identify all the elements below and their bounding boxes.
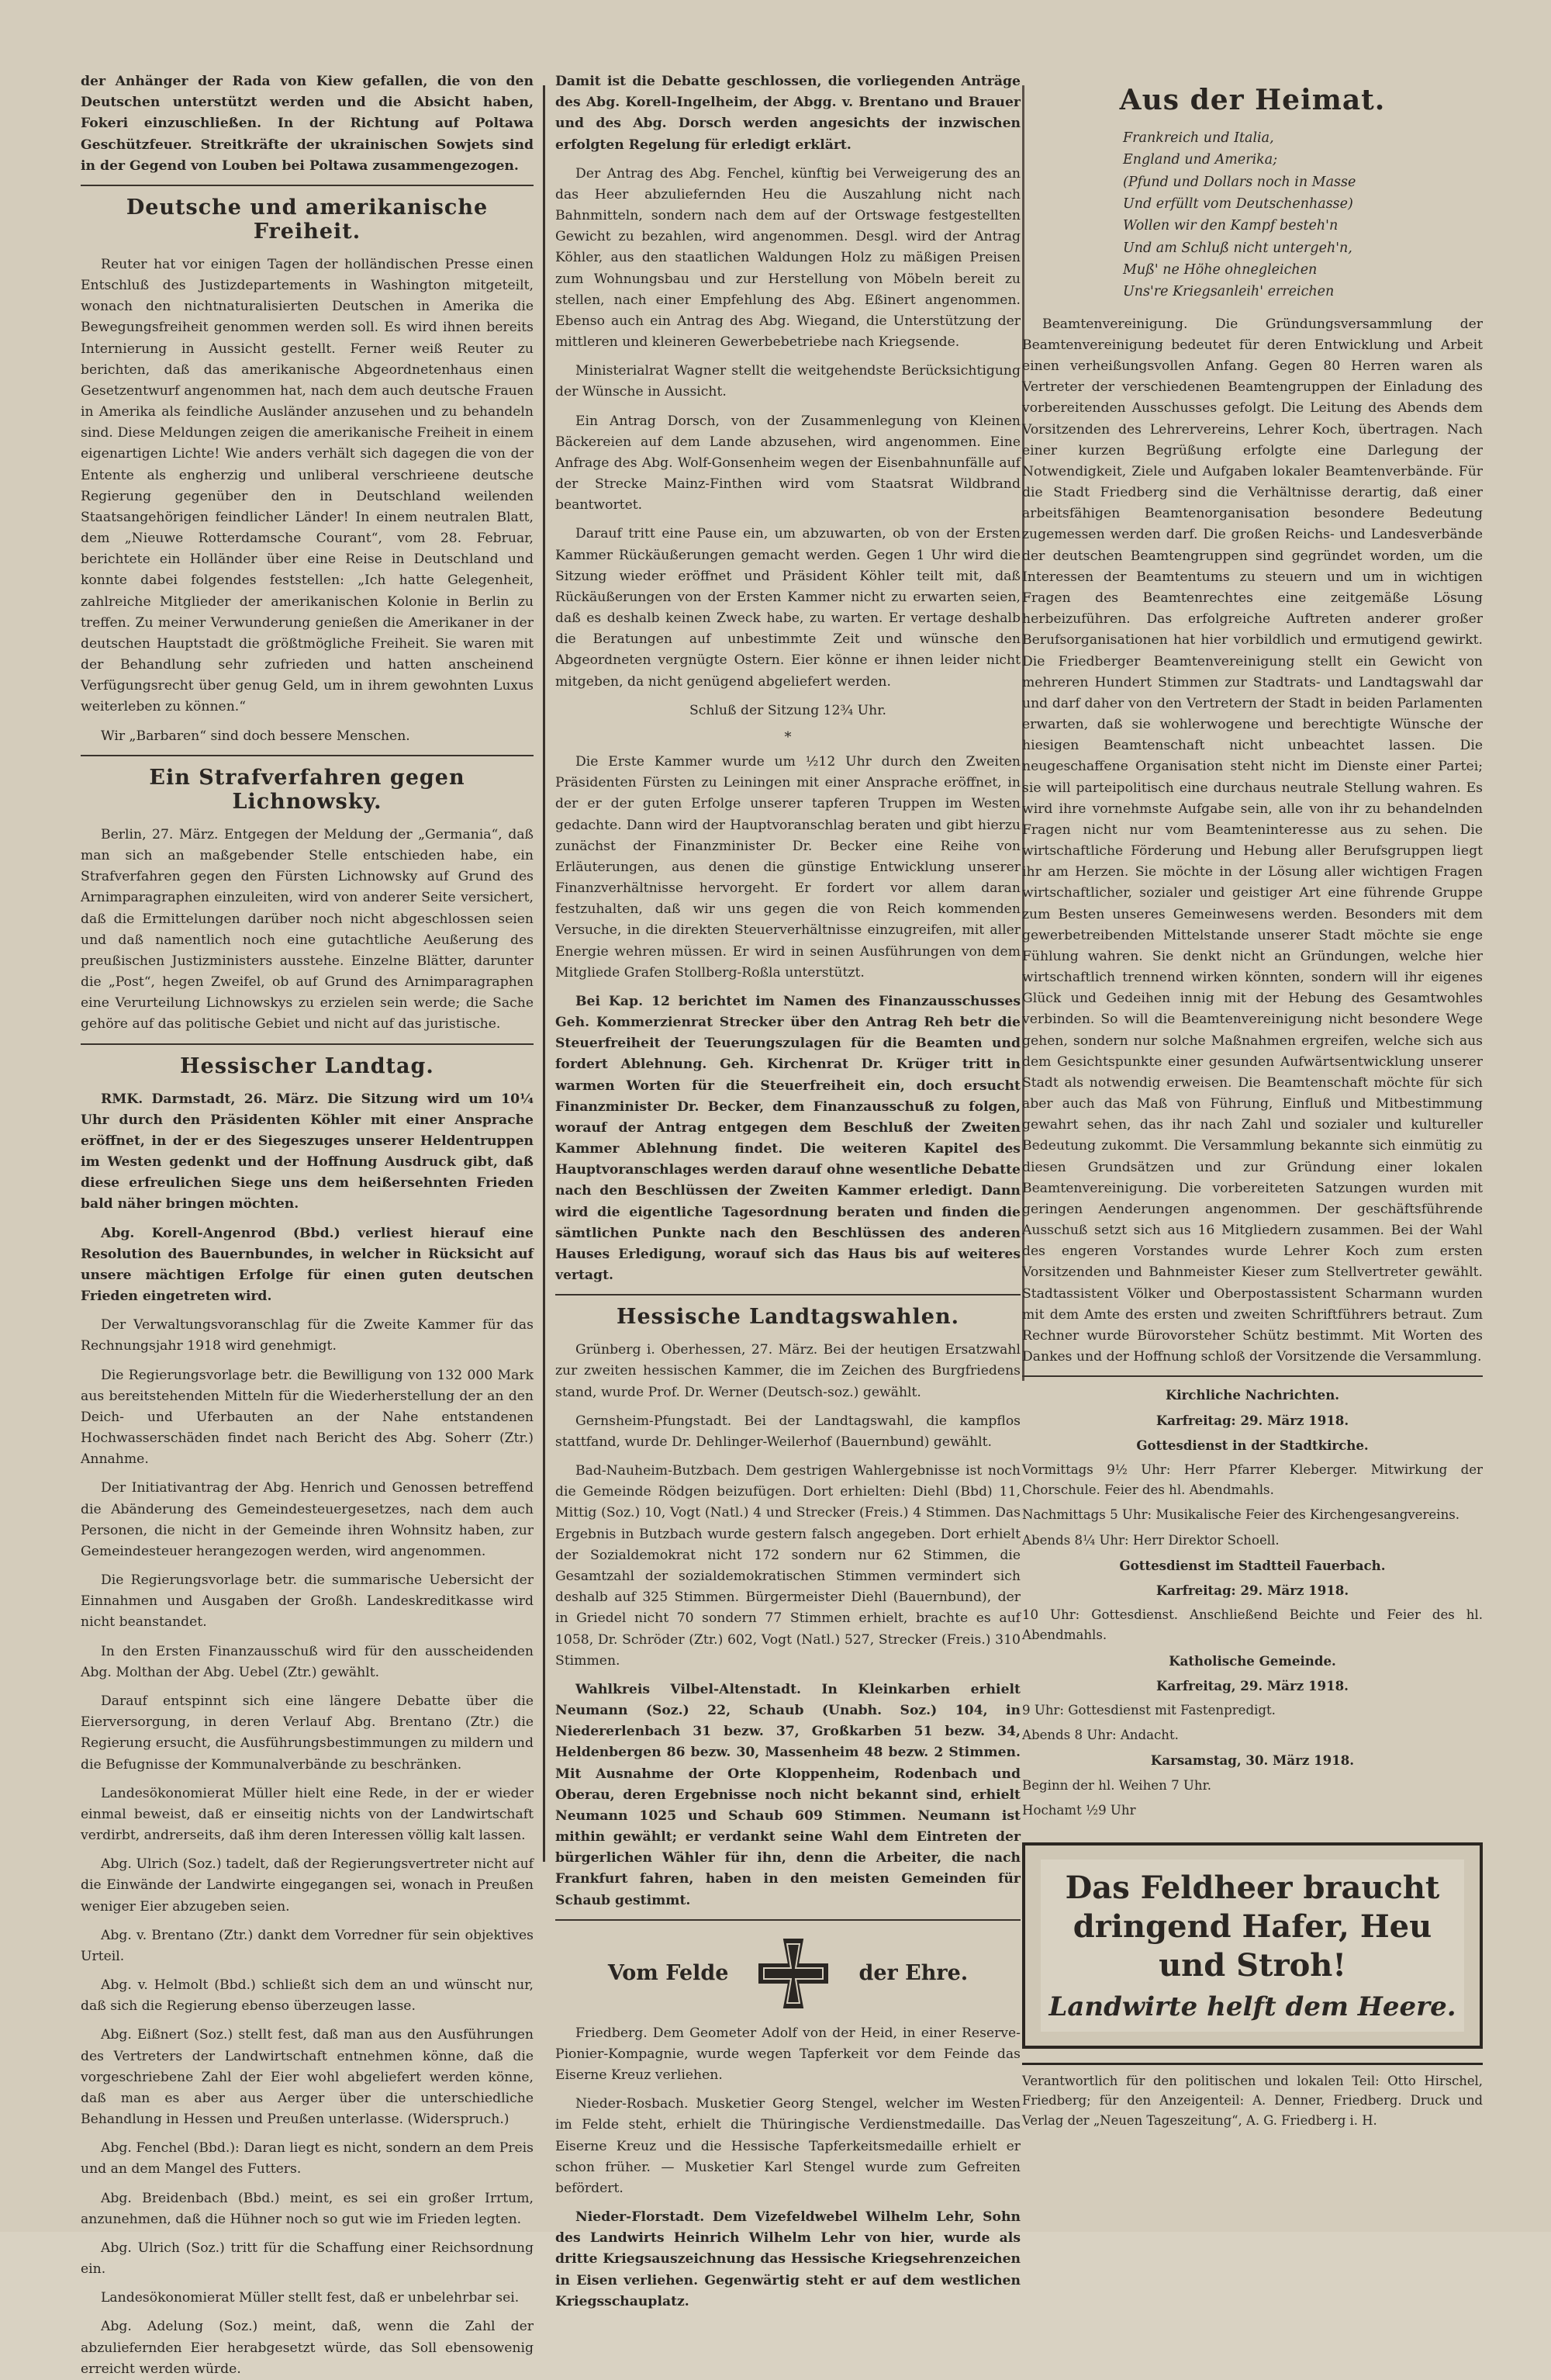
advertisement-box [1022,1842,1483,2049]
paragraph: Nieder-Rosbach. Musketier Georg Stengel, welcher im Westen im Felde steht, erhielt die Thüringische Verdienstmedaille. Das Eiserne Kreuz und die Hessische Tapferkeitsmedaille erhielt er schon früher. — Musketier Karl Stengel wurde zum Gefreiten befördert. [555,2096,1021,2196]
paragraph: Wahlkreis Vilbel-Altenstadt. In Kleinkarben erhielt Neumann (Soz.) 22, Schaub (Unabh. Soz.) 104, in Niedererlenbach 31 bezw. 37, Großkarben 51 bezw. 34, Heldenbergen 86 bezw. 30, Massenheim 48 bezw. 2 Stimmen. Mit Ausnahme der Orte Kloppenheim, Rodenbach und Oberau, deren Ergebnisse noch nicht bekannt sind, erhielt Neumann 1025 und Schaub 609 Stimmen. Neumann ist mithin gewählt; er verdankt seine Wahl dem Eintreten der bürgerlichen Wähler für ihn, denn die Arbeiter, die nach Frankfurt fahren, haben in den meisten Gemeinden für Schaub gestimmt. [555,1681,1021,1908]
paragraph: Bei Kap. 12 berichtet im Namen des Finanzausschusses Geh. Kommerzienrat Strecker über den Antrag Reh betr die Steuerfreiheit der Teuerungszulagen für die Beamten und fordert Ablehnung. Geh. Kirchenrat Dr. Krüger tritt in warmen Worten für die Steuerfreiheit ein, doch ersucht Finanzminister Dr. Becker, dem Finanzausschuß zu folgen, worauf der Antrag entgegen dem Beschluß der Zweiten Kammer Ablehnung findet. Die weiteren Kapitel des Hauptvoranschlages werden darauf ohne wesentliche Debatte nach den Beschlüssen der Zweiten Kammer erledigt. Dann wird die eigentliche Tagesordnung beraten und finden die sämtlichen Punkte nach den Beschlüssen des anderen Hauses Erledigung, worauf sich das Haus bis auf weiteres vertagt. [555,993,1021,1284]
paragraph: Landesökonomierat Müller stellt fest, daß er unbelehrbar sei. [101,2290,520,2306]
vom-felde-header [555,1935,1021,2012]
church-line: 9 Uhr: Gottesdienst mit Fastenpredigt. [1022,1702,1276,1718]
poem-line: England und Amerika; [1123,152,1278,168]
paragraph: Abg. Adelung (Soz.) meint, daß, wenn die Zahl der abzuliefernden Eier herabgesetzt würde, das Soll ebensowenig erreicht werden würde. [81,2319,534,2377]
church-news [1022,1385,1483,1821]
church-line: Gottesdienst in der Stadtkirche. [1136,1437,1369,1453]
paragraph: Darauf tritt eine Pause ein, um abzuwarten, ob von der Ersten Kammer Rückäußerungen gemacht werden. Gegen 1 Uhr wird die Sitzung wieder eröffnet und Präsident Köhler teilt mit, daß Rückäußerungen von der Ersten Kammer nicht zu erwarten seien, daß es deshalb keinen Zweck habe, zu warten. Er vertage deshalb die Beratungen auf unbestimmte Zeit und wünsche den Abgeordneten vergnügte Ostern. Eier könne er ihnen leider nicht mitgeben, da nicht genügend abgeliefert werden. [555,526,1021,690]
paragraph: Der Initiativantrag der Abg. Henrich und Genossen betreffend die Abänderung des Gemeindesteuergesetzes, nach dem auch Personen, die nicht in der Gemeinde ihren Wohnsitz haben, zur Gemeindesteuer herangezogen werden, wird angenommen. [81,1480,534,1559]
poem-line: Uns're Kriegsanleih' erreichen [1123,284,1335,300]
poem-line: (Pfund und Dollars noch in Masse [1123,174,1356,190]
headline-landtagswahlen: Hessische Landtagswahlen. [616,1305,960,1330]
article-continuation: der Anhänger der Rada von Kiew gefallen, die von den Deutschen unterstützt werden und die Absicht haben, Fokeri einzuschließen. In der Richtung auf Poltawa Geschützfeuer. Streitkräfte der ukrainischen Sowjets sind in der Gegend von Louben bei Poltawa zusammengezogen. [81,74,534,174]
church-line: Vormittags 9½ Uhr: Herr Pfarrer Kleberger. Mitwirkung der Chorschule. Feier des hl. Abendmahls. [1022,1462,1483,1498]
church-line: Hochamt ½9 Uhr [1022,1802,1136,1818]
divider [555,1294,1021,1296]
paragraph: Berlin, 27. März. Entgegen der Meldung der „Germania“, daß man sich an maßgebender Stelle entschieden habe, ein Strafverfahren gegen den Fürsten Lichnowsky auf Grund des Arnimparagraphen einzuleiten, wird von anderer Seite versichert, daß die Ermittelungen darüber noch nicht abgeschlossen seien und daß namentlich noch eine gutachtliche Aeußerung des preußischen Justizministers ausstehe. Einzelne Blätter, darunter die „Post“, hegen Zweifel, ob auf Grund des Arnimparagraphen eine Verurteilung Lichnowskys zu erzielen sein werde; die Sache gehöre auf das politische Gebiet und nicht auf das juristische. [81,826,534,1033]
column-1 [81,71,534,2377]
church-line: Abends 8¼ Uhr: Herr Direktor Schoell. [1022,1532,1280,1548]
divider [81,755,534,756]
paragraph: Grünberg i. Oberhessen, 27. März. Bei der heutigen Ersatzwahl zur zweiten hessischen Kammer, die im Zeichen des Burgfriedens stand, wurde Prof. Dr. Werner (Deutsch-soz.) gewählt. [555,1342,1021,1400]
paragraph: Abg. Korell-Angenrod (Bbd.) verliest hierauf eine Resolution des Bauernbundes, in welcher in Rücksicht auf unsere mächtigen Erfolge für einen guten deutschen Frieden eingetreten wird. [81,1225,534,1305]
church-line: Gottesdienst im Stadtteil Fauerbach. [1119,1557,1386,1573]
church-line: Abends 8 Uhr: Andacht. [1022,1728,1179,1743]
paragraph: Reuter hat vor einigen Tagen der holländischen Presse einen Entschluß des Justizdepartements in Washington mitgeteilt, wonach den nichtnaturalisierten Deutschen in Amerika die Bewegungsfreiheit genommen werden soll. Es wird ihnen bereits Internierung in Aussicht gestellt. Ferner weiß Reuter zu berichten, daß das amerikanische Abgeordnetenhaus einen Gesetzentwurf angenommen hat, nach dem auch deutsche Frauen in Amerika als feindliche Ausländer anzusehen und zu behandeln sind. Diese Meldungen zeigen die amerikanische Freiheit in einem eigenartigen Lichte! Wie anders verhält sich dagegen die von der Entente als engherzig und unliberal verschrieene deutsche Regierung gegenüber den in Deutschland weilenden Staatsangehörigen feindlicher Länder! In einem neutralen Blatt, dem „Nieuwe Rotterdamsche Courant“, vom 28. Februar, berichtete ein Holländer über eine Reise in Deutschland und konnte dabei folgendes feststellen: „Ich hatte Gelegenheit, zahlreiche Mitglieder der amerikanischen Kolonie in Berlin zu treffen. Zu meiner Verwunderung genießen die Amerikaner in der deutschen Hauptstadt die größtmögliche Freiheit. Sie waren mit der Behandlung sehr zufrieden und hatten anscheinend Verfügungsrecht über genug Geld, um in ihrem gewohnten Luxus weiterleben zu können.“ [81,256,534,715]
paragraph: Abg. Ulrich (Soz.) tadelt, daß der Regierungsvertreter nicht auf die Einwände der Landwirte eingegangen sei, wonach in Preußen weniger Eier abzugeben seien. [81,1856,534,1915]
imprint: Verantwortlich für den politischen und lokalen Teil: Otto Hirschel, Friedberg; für den Anzeigenteil: A. Denner, Friedberg. Druck und Verlag der „Neuen Tageszeitung“, A. G. Friedberg i. H. [1022,2063,1483,2130]
church-line: Karfreitag: 29. März 1918. [1155,1412,1349,1428]
divider [81,185,534,186]
poem [1123,127,1483,303]
paragraph: Ein Antrag Dorsch, von der Zusammenlegung von Kleinen Bäckereien auf dem Lande abzusehen, wird angenommen. Eine Anfrage des Abg. Wolf-Gonsenheim wegen der Eisenbahnunfälle auf der Strecke Mainz-Finthen wird vom Staatsrat Wildbrand beantwortet. [555,413,1021,514]
headline-vom-felde: Vom Felde [607,1961,729,1986]
paragraph: Der Antrag des Abg. Fenchel, künftig bei Verweigerung des an das Heer abzuliefernden Heu die Auszahlung nicht nach Bahnmitteln, sondern nach dem auf der Ortswage festgestellten Gewicht zu bezahlen, wird angenommen. Desgl. wird der Antrag Köhler, aus den staatlichen Waldungen Holz zu mäßigen Preisen zum Wohnungsbau und zur Herstellung von Möbeln bereit zu stellen, nach einer Empfehlung des Abg. Eßinert angenommen. Ebenso auch ein Antrag des Abg. Wiegand, die Unterstützung der mittleren und kleineren Gewerbebetriebe nach Kriegsende. [555,165,1021,351]
poem-line: Muß' ne Höhe ohnegleichen [1123,262,1318,278]
paragraph: Landesökonomierat Müller hielt eine Rede, in der er wieder einmal beweist, daß er einseitig nichts von der Landwirtschaft verdirbt, andrerseits, daß ihm deren Interessen völlig kalt lassen. [81,1785,534,1844]
paragraph: In den Ersten Finanzausschuß wird für den ausscheidenden Abg. Molthan der Abg. Uebel (Ztr.) gewählt. [81,1643,534,1680]
headline-heimat: Aus der Heimat. [1119,84,1386,116]
church-line: Karfreitag, 29. März 1918. [1156,1677,1349,1693]
headline-lichnowsky: Ein Strafverfahren gegen Lichnowsky. [149,765,465,814]
paragraph: Gernsheim-Pfungstadt. Bei der Landtagswahl, die kampflos stattfand, wurde Dr. Dehlinger-Weilerhof (Bauernbund) gewählt. [555,1413,1021,1450]
paragraph: Abg. Breidenbach (Bbd.) meint, es sei ein großer Irrtum, anzunehmen, daß die Hühner noch so gut wie im Frieden legten. [81,2190,534,2227]
church-line: 10 Uhr: Gottesdienst. Anschließend Beichte und Feier des hl. Abendmahls. [1022,1607,1483,1643]
poem-line: Und erfüllt vom Deutschenhasse) [1123,196,1353,213]
ad-subline: Landwirte helft dem Heere. [1048,1991,1456,2022]
divider [1022,1375,1483,1377]
poem-line: Frankreich und Italia, [1123,130,1274,146]
paragraph: Damit ist die Debatte geschlossen, die vorliegenden Anträge des Abg. Korell-Ingelheim, der Abgg. v. Brentano und Brauer und des Abg. Dorsch werden angesichts der inzwischen erfolgten Regelung für erledigt erklärt. [555,74,1021,153]
landtag-article [81,1089,534,2380]
church-line: Katholische Gemeinde. [1169,1652,1336,1669]
paragraph: Friedberg. Dem Geometer Adolf von der Heid, in einer Reserve-Pionier-Kompagnie, wurde wegen Tapferkeit vor dem Feinde das Eiserne Kreuz verliehen. [555,2025,1021,2084]
paragraph: Nieder-Florstadt. Dem Vizefeldwebel Wilhelm Lehr, Sohn des Landwirts Heinrich Wilhelm Lehr von hier, wurde als dritte Kriegsauszeichnung das Hessische Kriegsehrenzeichen in Eisen verliehen. Gegenwärtig steht er auf dem westlichen Kriegsschauplatz. [555,2209,1021,2309]
paragraph: Ministerialrat Wagner stellt die weitgehendste Berücksichtigung der Wünsche in Aussicht. [555,363,1021,400]
headline-der-ehre: der Ehre. [858,1961,969,1986]
paragraph: Beamtenvereinigung. Die Gründungsversammlung der Beamtenvereinigung bedeutet für deren Entwicklung und Arbeit einen verheißungsvollen Anfang. Gegen 80 Herren waren als Vertreter der verschiedenen Beamtengruppen der Einladung des vorbereitenden Ausschusses gefolgt. Die Leitung des Abends dem Vorsitzenden des Lehrervereins, Lehrer Koch, übertragen. Nach einer kurzen Begrüßung erfolgte eine Darlegung der Notwendigkeit, Ziele und Aufgaben lokaler Beamtenverbände. Für die Stadt Friedberg sind die Verhältnisse derartig, daß einer arbeitsfähigen Beamtenorganisation besondere Bedeutung zugemessen werden darf. Die großen Reichs- und Landesverbände der deutschen Beamtengruppen sind gegründet worden, um die Interessen der Beamtentums zu steuern und um in wichtigen Fragen des Beamtenrechtes eine zeitgemäße Lösung herbeizuführen. Das erfolgreiche Auftreten anderer großer Berufsorganisationen hat hier vorbildlich und ermutigend gewirkt. Die Friedberger Beamtenvereinigung stellt ein Gewicht von mehreren Hundert Stimmen zur Stadtrats- und Landtagswahl dar und darf daher von den Vertretern der Stadt in beiden Parlamenten erwarten, daß sie wohlerwogene und berechtigte Wünsche der hiesigen Beamtenschaft nicht unbeachtet lassen. Die neugeschaffene Organisation steht nicht im Dienste einer Partei; sie will parteipolitisch eine durchaus neutrale Stellung wahren. Es wird ihre vornehmste Aufgabe sein, alle von ihr zu behandelnden Fragen nicht nur vom Beamteninteresse aus zu sehen. Die wirtschaftliche Förderung und Hebung aller Berufsgruppen liegt ihr am Herzen. Sie möchte in der Lösung aller wichtigen Fragen wirtschaftlicher, sozialer und geistiger Art eine führende Gruppe zum Besten unseres Gemeinwesens werden. Besonders mit dem gewerbetreibenden Mittelstande unserer Stadt möchte sie enge Fühlung wahren. Sie denkt nicht an Gründungen, welche hier wirtschaftlich trennend wirken könnten, sondern will ihr eigenes Glück und Gedeihen innig mit der Hebung des Gesamtwohles verbinden. So will die Beamtenvereinigung nicht besondere Wege gehen, sondern nur solche Maßnahmen ergreifen, welche sich aus dem Gesichtspunkte einer gesunden Aufwärtsentwicklung unserer Stadt als notwendig erweisen. Die Beamtenschaft möchte für sich aber auch das Maß von Führung, Einfluß und Mitbestimmung gewahrt sehen, das ihr nach Zahl und sozialer und kultureller Bedeutung zukommt. Die Versammlung bekannte sich einmütig zu diesen Grundsätzen und zur Gründung einer lokalen Beamtenvereinigung. Die vorbereiteten Satzungen wurden mit geringen Aenderungen angenommen. Der geschäftsführende Ausschuß setzt sich aus 16 Mitgliedern zusammen. Bei der Wahl des engeren Vorstandes wurde Lehrer Koch zum ersten Vorsitzenden und Bahnmeister Kieser zum Stellvertreter gewählt. Stadtassistent Völker und Oberpostassistent Scharmann wurden mit dem Amte des ersten und zweiten Schriftführers betraut. Zum Rechner wurde Bürovorsteher Schütz bestimmt. Mit Worten des Dankes und der Hoffnung schloß der Vorsitzende die Versammlung. [1022,316,1483,1365]
church-line: Karfreitag: 29. März 1918. [1155,1582,1349,1598]
ad-line: und Stroh! [1159,1947,1346,1984]
poem-line: Und am Schluß nicht untergeh'n, [1123,240,1352,256]
paragraph: Schluß der Sitzung 12¾ Uhr. [689,702,886,718]
paragraph: Bad-Nauheim-Butzbach. Dem gestrigen Wahlergebnisse ist noch die Gemeinde Rödgen beizufügen. Dort erhielten: Diehl (Bbd) 11, Mittig (Soz.) 10, Vogt (Natl.) 4 und Strecker (Freis.) 4 Stimmen. Das Ergebnis in Butzbach wurde gestern falsch angegeben. Dort erhielt der Sozialdemokrat nicht 172 sondern nur 62 Stimmen, die Gesamtzahl der sozialdemokratischen Stimmen vermindert sich deshalb auf 325 Stimmen. Bürgermeister Diehl (Bauernbund), der in Griedel nicht 70 sondern 77 Stimmen erhielt, brachte es auf 1058, Dr. Schröder (Ztr.) 602, Vogt (Natl.) 527, Strecker (Freis.) 310 Stimmen. [555,1463,1021,1669]
advertisement-inner [1041,1859,1464,2032]
headline-freiheit: Deutsche und amerikanische Freiheit. [126,195,489,244]
paragraph: Die Regierungsvorlage betr. die Bewilligung von 132 000 Mark aus bereitstehenden Mitteln für die Wiederherstellung der an den Deich- und Uferbauten an der Nahe entstandenen Hochwasserschäden findet nach Bericht des Abg. Soherr (Ztr.) Annahme. [81,1367,534,1468]
paragraph: Darauf entspinnt sich eine längere Debatte über die Eierversorgung, in deren Verlauf Abg. Brentano (Ztr.) die Regierung ersucht, die Ausführungsbestimmungen zu mildern und die Befugnisse der Kommunalverbände zu beschränken. [81,1693,534,1773]
paragraph: Der Verwaltungsvoranschlag für die Zweite Kammer für das Rechnungsjahr 1918 wird genehmigt. [81,1317,534,1354]
church-line: Nachmittags 5 Uhr: Musikalische Feier des Kirchengesangvereins. [1022,1507,1460,1523]
column-rule-1 [543,85,545,1862]
paragraph: Die Regierungsvorlage betr. die summarische Uebersicht der Einnahmen und Ausgaben der Großh. Landeskreditkasse wird nicht beanstandet. [81,1572,534,1631]
ad-line: dringend Hafer, Heu [1073,1908,1432,1945]
headline-landtag: Hessischer Landtag. [180,1053,434,1078]
column-2 [555,71,1021,2309]
ad-line: Das Feldheer braucht [1065,1870,1440,1906]
church-line: Beginn der hl. Weihen 7 Uhr. [1022,1777,1211,1793]
paragraph: Abg. Eißnert (Soz.) stellt fest, daß man aus den Ausführungen des Vertreters der Landwirtschaft entnehmen könne, daß die vorgeschriebene Zahl der Eier wohl abgeliefert werden könne, daß man es aber aus Aerger über die unterschiedliche Behandlung in Hessen und Preußen unterlasse. (Widerspruch.) [81,2027,534,2128]
section-star: * [784,728,792,745]
divider [555,1919,1021,1921]
paragraph: Abg. Ulrich (Soz.) tritt für die Schaffung einer Reichsordnung ein. [81,2240,534,2278]
paragraph: Abg. v. Helmolt (Bbd.) schließt sich dem an und wünscht nur, daß sich die Regierung ebenso überzeugen lasse. [81,1977,534,2015]
paragraph: RMK. Darmstadt, 26. März. Die Sitzung wird um 10¼ Uhr durch den Präsidenten Köhler mit einer Ansprache eröffnet, in der er des Siegeszuges unserer Heldentruppen im Westen gedenkt und der Hoffnung Ausdruck gibt, daß diese erfreulichen Siege uns dem heißersehnten Frieden bald näher bringen möchten. [81,1091,534,1212]
column-3 [1022,71,1483,2178]
church-title: Kirchliche Nachrichten. [1165,1387,1340,1403]
paragraph: Wir „Barbaren“ sind doch bessere Menschen. [101,728,410,744]
divider [81,1043,534,1045]
iron-cross-icon [755,1935,832,2012]
church-line: Karsamstag, 30. März 1918. [1150,1752,1355,1769]
poem-line: Wollen wir den Kampf besteh'n [1123,218,1339,234]
paragraph: Die Erste Kammer wurde um ½12 Uhr durch den Zweiten Präsidenten Fürsten zu Leiningen mit einer Ansprache eröffnet, in der er der guten Erfolge unserer tapferen Truppen im Westen gedachte. Dann wird der Hauptvoranschlag beraten und gibt hierzu zunächst der Finanzminister Dr. Becker eine Reihe von Erläuterungen, aus denen die günstige Entwicklung unserer Finanzverhältnisse hervorgeht. Er fordert vor allem daran festzuhalten, daß wir uns gegen die von Reich kommenden Versuche, in die direkten Steuerverhältnisse einzugreifen, mit aller Energie wehren müssen. Er wird in seinen Ausführungen von dem Mitgliede Grafen Stollberg-Roßla unterstützt. [555,753,1021,981]
paragraph: Abg. v. Brentano (Ztr.) dankt dem Vorredner für sein objektives Urteil. [81,1927,534,1964]
paragraph: Abg. Fenchel (Bbd.): Daran liegt es nicht, sondern an dem Preis und an dem Mangel des Futters. [81,2140,534,2178]
